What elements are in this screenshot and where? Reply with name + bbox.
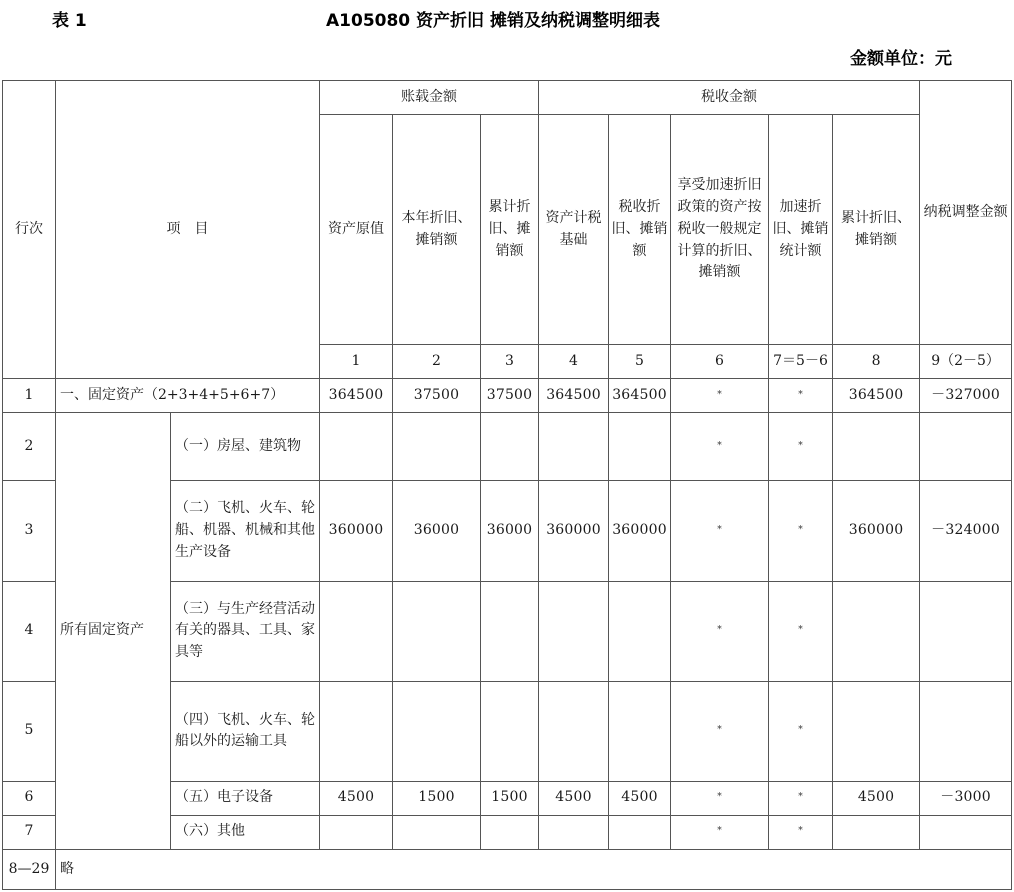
col-2-header: 本年折旧、摊销额 bbox=[393, 115, 481, 345]
col-8-number: 8 bbox=[833, 345, 920, 379]
cell-c5 bbox=[609, 815, 671, 849]
cell-star-c6: * bbox=[671, 379, 769, 413]
col-6-number: 6 bbox=[671, 345, 769, 379]
cell-c5: 4500 bbox=[609, 781, 671, 815]
cell-c2: 37500 bbox=[393, 379, 481, 413]
cell-star-c6: * bbox=[671, 681, 769, 781]
row-no: 7 bbox=[3, 815, 56, 849]
cell-c2 bbox=[393, 413, 481, 481]
cell-star-c6: * bbox=[671, 781, 769, 815]
col-9-number: 9（2－5） bbox=[920, 345, 1012, 379]
cell-c8: 364500 bbox=[833, 379, 920, 413]
cell-star-c7: * bbox=[769, 681, 833, 781]
col-group-tax: 税收金额 bbox=[539, 81, 920, 115]
cell-c1 bbox=[320, 413, 393, 481]
cell-star-c7: * bbox=[769, 379, 833, 413]
row-no: 2 bbox=[3, 413, 56, 481]
row-item: （五）电子设备 bbox=[171, 781, 320, 815]
cell-star-c7: * bbox=[769, 781, 833, 815]
cell-c9: －327000 bbox=[920, 379, 1012, 413]
cell-c3 bbox=[481, 681, 539, 781]
cell-c3: 37500 bbox=[481, 379, 539, 413]
cell-c3: 1500 bbox=[481, 781, 539, 815]
cell-c4 bbox=[539, 413, 609, 481]
cell-c2 bbox=[393, 681, 481, 781]
cell-c4 bbox=[539, 581, 609, 681]
cell-c2: 36000 bbox=[393, 481, 481, 581]
row-no: 8—29 bbox=[3, 849, 56, 889]
cell-star-c7: * bbox=[769, 413, 833, 481]
cell-c9 bbox=[920, 681, 1012, 781]
cell-c4: 4500 bbox=[539, 781, 609, 815]
group-label: 所有固定资产 bbox=[56, 413, 171, 849]
cell-c9: －3000 bbox=[920, 781, 1012, 815]
cell-star-c7: * bbox=[769, 481, 833, 581]
row-item: 一、固定资产（2+3+4+5+6+7） bbox=[56, 379, 320, 413]
cell-c1 bbox=[320, 581, 393, 681]
col-row-no: 行次 bbox=[3, 81, 56, 379]
col-6-header: 享受加速折旧政策的资产按税收一般规定计算的折旧、摊销额 bbox=[671, 115, 769, 345]
cell-c1: 360000 bbox=[320, 481, 393, 581]
table-row bbox=[3, 413, 1012, 481]
cell-c5 bbox=[609, 413, 671, 481]
cell-c4 bbox=[539, 681, 609, 781]
row-no: 3 bbox=[3, 481, 56, 581]
amount-unit: 金额单位：元 bbox=[850, 49, 952, 69]
cell-c5 bbox=[609, 681, 671, 781]
table-row bbox=[3, 379, 1012, 413]
col-5-header: 税收折旧、摊销额 bbox=[609, 115, 671, 345]
cell-c4 bbox=[539, 815, 609, 849]
cell-c4: 360000 bbox=[539, 481, 609, 581]
col-item: 项 目 bbox=[56, 81, 320, 379]
cell-star-c6: * bbox=[671, 815, 769, 849]
row-no: 5 bbox=[3, 681, 56, 781]
cell-star-c7: * bbox=[769, 581, 833, 681]
cell-c8 bbox=[833, 815, 920, 849]
cell-c1 bbox=[320, 815, 393, 849]
cell-c3: 36000 bbox=[481, 481, 539, 581]
cell-c1: 4500 bbox=[320, 781, 393, 815]
row-item: （一）房屋、建筑物 bbox=[171, 413, 320, 481]
col-8-header: 累计折旧、摊销额 bbox=[833, 115, 920, 345]
col-5-number: 5 bbox=[609, 345, 671, 379]
cell-c8 bbox=[833, 681, 920, 781]
row-item: （四）飞机、火车、轮船以外的运输工具 bbox=[171, 681, 320, 781]
cell-c2 bbox=[393, 581, 481, 681]
cell-c3 bbox=[481, 413, 539, 481]
cell-c3 bbox=[481, 815, 539, 849]
cell-c9 bbox=[920, 413, 1012, 481]
row-omitted-text: 略 bbox=[56, 849, 1012, 889]
cell-c2: 1500 bbox=[393, 781, 481, 815]
row-no: 1 bbox=[3, 379, 56, 413]
cell-c9: －324000 bbox=[920, 481, 1012, 581]
row-item: （三）与生产经营活动有关的器具、工具、家具等 bbox=[171, 581, 320, 681]
cell-star-c6: * bbox=[671, 481, 769, 581]
col-3-header: 累计折旧、摊销额 bbox=[481, 115, 539, 345]
cell-c9 bbox=[920, 815, 1012, 849]
table-row-omitted bbox=[3, 849, 1012, 889]
cell-c5: 364500 bbox=[609, 379, 671, 413]
cell-c1: 364500 bbox=[320, 379, 393, 413]
table-label: 表 1 bbox=[52, 11, 87, 31]
cell-c8 bbox=[833, 413, 920, 481]
cell-c1 bbox=[320, 681, 393, 781]
cell-c8 bbox=[833, 581, 920, 681]
col-9-header: 纳税调整金额 bbox=[920, 81, 1012, 345]
col-7-header: 加速折旧、摊销统计额 bbox=[769, 115, 833, 345]
col-3-number: 3 bbox=[481, 345, 539, 379]
cell-c2 bbox=[393, 815, 481, 849]
row-item: （六）其他 bbox=[171, 815, 320, 849]
cell-c3 bbox=[481, 581, 539, 681]
col-4-header: 资产计税基础 bbox=[539, 115, 609, 345]
col-1-header: 资产原值 bbox=[320, 115, 393, 345]
cell-star-c6: * bbox=[671, 581, 769, 681]
cell-c8: 360000 bbox=[833, 481, 920, 581]
row-no: 4 bbox=[3, 581, 56, 681]
cell-c9 bbox=[920, 581, 1012, 681]
row-item: （二）飞机、火车、轮船、机器、机械和其他生产设备 bbox=[171, 481, 320, 581]
cell-c4: 364500 bbox=[539, 379, 609, 413]
cell-c5 bbox=[609, 581, 671, 681]
col-1-number: 1 bbox=[320, 345, 393, 379]
cell-star-c6: * bbox=[671, 413, 769, 481]
col-group-book: 账载金额 bbox=[320, 81, 539, 115]
col-4-number: 4 bbox=[539, 345, 609, 379]
table-title: A105080 资产折旧 摊销及纳税调整明细表 bbox=[326, 11, 660, 31]
cell-c8: 4500 bbox=[833, 781, 920, 815]
col-7-number: 7＝5－6 bbox=[769, 345, 833, 379]
col-2-number: 2 bbox=[393, 345, 481, 379]
cell-c5: 360000 bbox=[609, 481, 671, 581]
cell-star-c7: * bbox=[769, 815, 833, 849]
row-no: 6 bbox=[3, 781, 56, 815]
depreciation-table bbox=[2, 80, 1012, 890]
